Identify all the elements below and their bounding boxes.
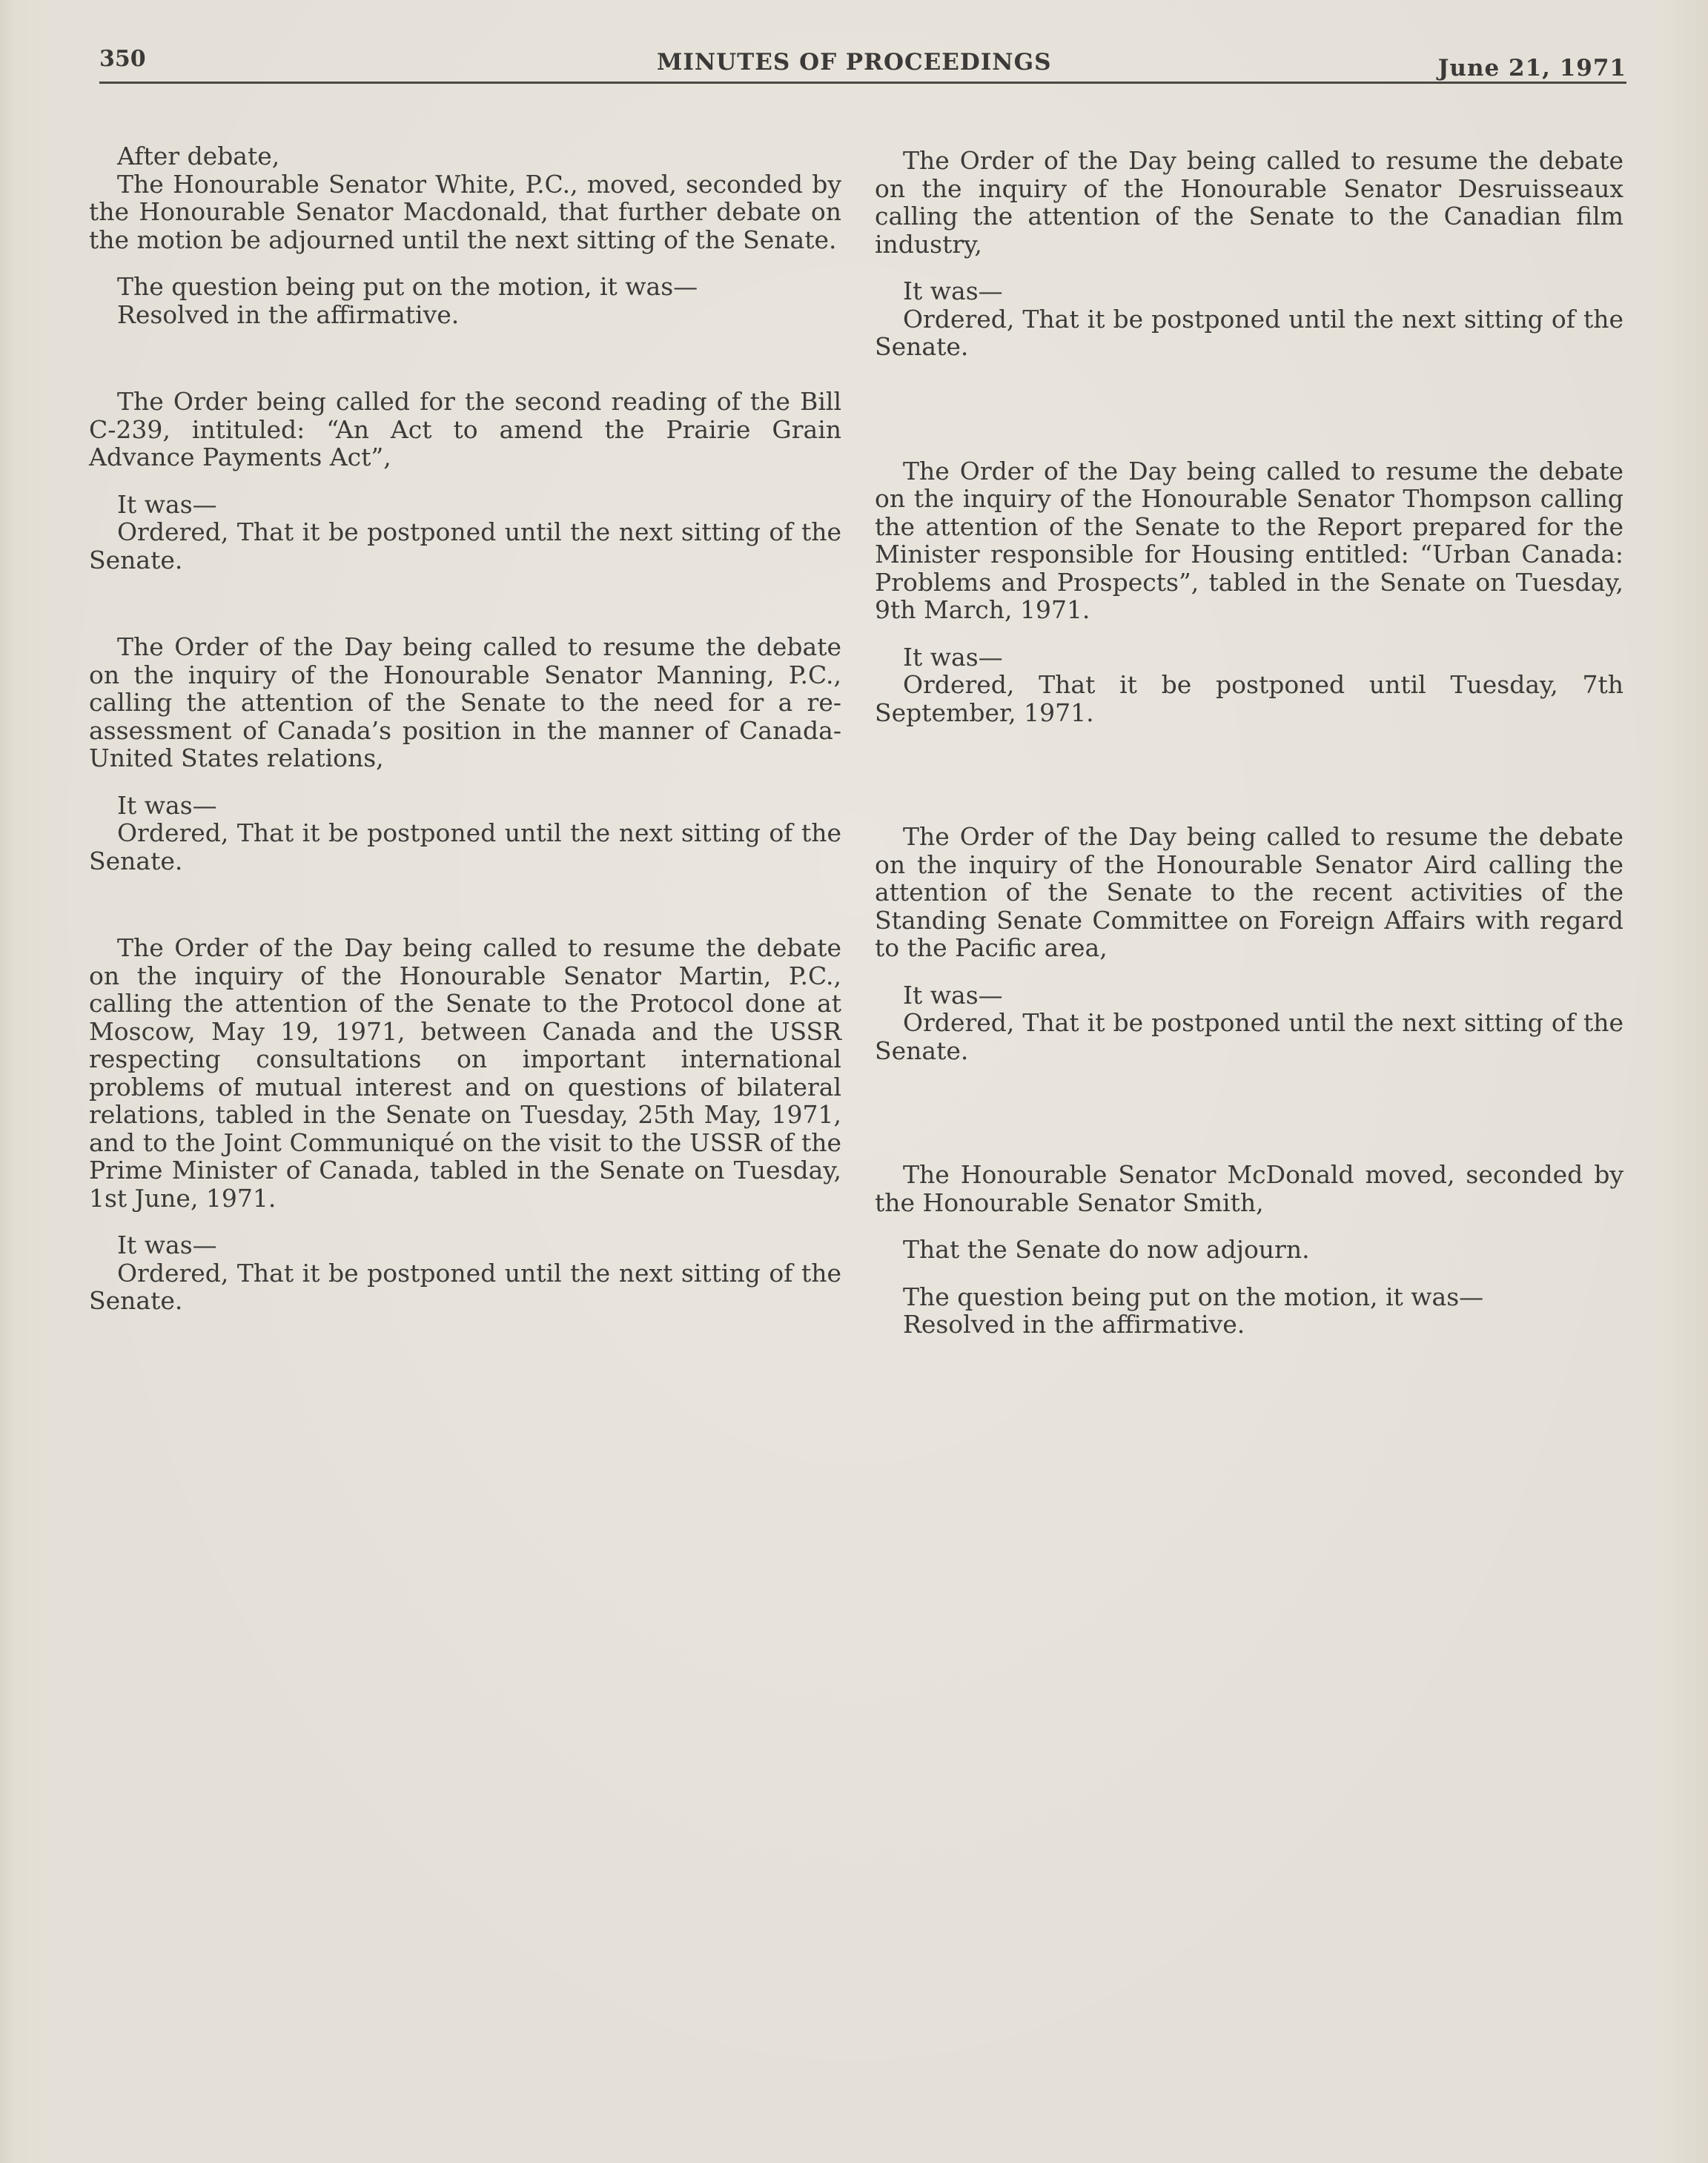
paragraph: Ordered, That it be postponed until the next sitting of the Senate. [875,304,1623,361]
paragraph: The Order being called for the second reading of the Bill C-239, intituled: “An Act to amend the Prairie Grain Advance Payments Act”, [89,387,841,471]
paragraph: Ordered, That it be postponed until the next sitting of the Senate. [89,517,841,574]
paragraph: Ordered, That it be postponed until the next sitting of the Senate. [89,1258,841,1315]
paragraph: The Honourable Senator McDonald moved, seconded by the Honourable Senator Smith, [875,1160,1623,1217]
running-title: MINUTES OF PROCEEDINGS [657,49,1052,76]
paragraph: The Order of the Day being called to resume the debate on the inquiry of the Honourable Senator Martin, P.C., calling the attention of the Senate to the Protocol done at Moscow, May 19, 1971, between Canada and the USSR respecting consultations on important international problems of mutual interest and on questions of bilateral relations, tabled in the Senate on Tuesday, 25th May, 1971, and to the Joint Communiqué on the visit to the USSR of the Prime Minister of Canada, tabled in the Senate on Tuesday, 1st June, 1971. [89,933,841,1213]
header-rule [99,82,1626,84]
paragraph: It was— [903,642,1003,672]
paragraph: The question being put on the motion, it was— [903,1282,1484,1311]
paragraph: Ordered, That it be postponed until the next sitting of the Senate. [89,818,841,875]
paragraph: The question being put on the motion, it was— [117,272,698,301]
right-column [875,147,1623,1339]
paragraph: The Honourable Senator White, P.C., moved, seconded by the Honourable Senator Macdonald, that further debate on the motion be adjourned until the next sitting of the Senate. [89,169,841,254]
paragraph: Resolved in the affirmative. [117,299,460,329]
paragraph: It was— [117,790,217,820]
header-date: June 21, 1971 [1437,55,1626,82]
paragraph: That the Senate do now adjourn. [903,1235,1310,1264]
paragraph: It was— [117,1230,217,1259]
paragraph: The Order of the Day being called to resume the debate on the inquiry of the Honourable Senator Thompson calling the attention of the Senate to the Report prepared for the Minister responsible for Housing entitled: “Urban Canada: Problems and Prospects”, tabled in the Senate on Tuesday, 9th March, 1971. [875,456,1623,624]
paragraph: It was— [117,489,217,519]
page-number: 350 [99,46,146,72]
left-column [89,142,841,1315]
paragraph: It was— [903,980,1003,1010]
paragraph: The Order of the Day being called to resume the debate on the inquiry of the Honourable Senator Aird calling the attention of the Senate to the recent activities of the Standing Senate Committee on Foreign Affairs with regard to the Pacific area, [875,822,1623,962]
paragraph: The Order of the Day being called to resume the debate on the inquiry of the Honourable Senator Manning, P.C., calling the attention of the Senate to the need for a re-assessment of Canada’s position in the manner of Canada-United States relations, [89,632,841,772]
paragraph: Resolved in the affirmative. [903,1310,1245,1339]
paragraph: Ordered, That it be postponed until Tuesday, 7th September, 1971. [875,670,1623,727]
paragraph: The Order of the Day being called to resume the debate on the inquiry of the Honourable Senator Desruisseaux calling the attention of the Senate to the Canadian film industry, [875,146,1623,259]
paragraph: After debate, [117,142,280,170]
paragraph: It was— [903,276,1003,305]
paragraph: Ordered, That it be postponed until the next sitting of the Senate. [875,1008,1623,1065]
